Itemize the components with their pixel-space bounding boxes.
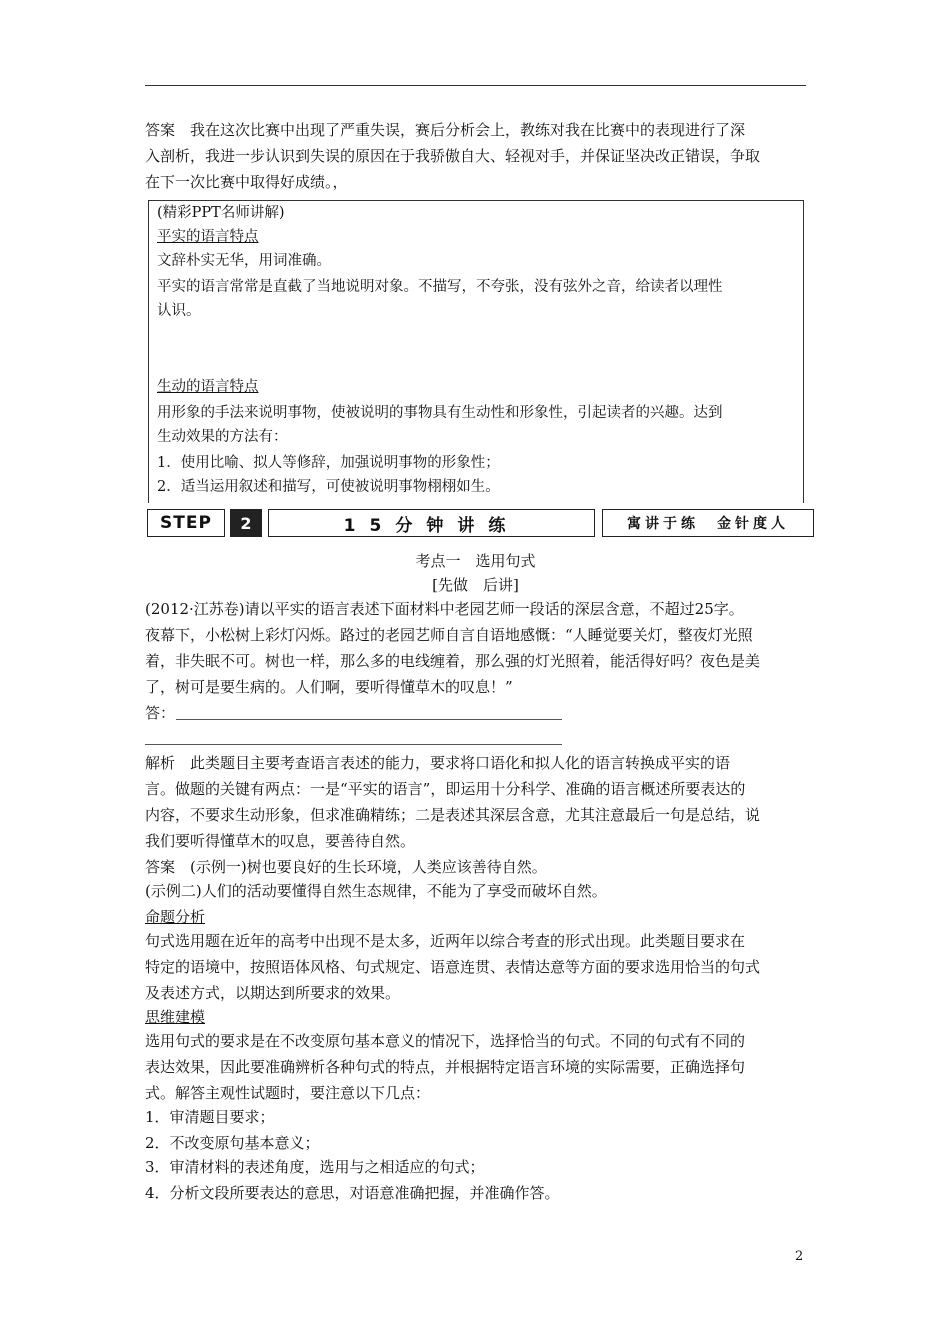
plain-line-3: 认识。 bbox=[157, 303, 201, 319]
thinking-line-5: 2．不改变原句基本意义； bbox=[145, 1134, 320, 1152]
answer-blank-line-2 bbox=[145, 744, 562, 745]
thinking-line-6: 3．审清材料的表述角度，选用与之相适应的句式； bbox=[145, 1158, 485, 1176]
proposition-line-3: 及表述方式，以期达到所要求的效果。 bbox=[145, 984, 401, 1002]
answer-blank-line-1 bbox=[176, 719, 562, 720]
question-line-2: 夜幕下，小松树上彩灯闪烁。路过的老园艺师自言自语地感慨：“人睡觉要关灯，整夜灯光照 bbox=[145, 626, 753, 644]
step-title: 15分钟讲练 bbox=[268, 509, 595, 537]
analysis-line-4: 我们要听得懂草木的叹息，要善待自然。 bbox=[145, 832, 416, 850]
vivid-line-1: 用形象的手法来说明事物，使被说明的事物具有生动性和形象性，引起读者的兴趣。达到 bbox=[157, 405, 723, 421]
analysis-line-1: 解析 此类题目主要考查语言表述的能力，要求将口语化和拟人化的语言转换成平实的语 bbox=[145, 754, 731, 772]
plain-language-title: 平实的语言特点 bbox=[157, 229, 259, 245]
thinking-line-3: 式。解答主观性试题时，要注意以下几点： bbox=[145, 1084, 431, 1102]
vivid-line-3: 1．使用比喻、拟人等修辞，加强说明事物的形象性； bbox=[157, 455, 500, 471]
step-banner bbox=[147, 509, 814, 539]
thinking-line-1: 选用句式的要求是在不改变原句基本意义的情况下，选择恰当的句式。不同的句式有不同的 bbox=[145, 1032, 746, 1050]
thinking-line-2: 表达效果，因此要准确辨析各种句式的特点，并根据特定语言环境的实际需要，正确选择句 bbox=[145, 1058, 746, 1076]
page-number: 2 bbox=[795, 1249, 804, 1264]
analysis-answer-2: (示例二)人们的活动要懂得自然生态规律，不能为了享受而破坏自然。 bbox=[145, 882, 607, 900]
step-label: STEP bbox=[147, 509, 225, 537]
box-header: (精彩PPT名师讲解) bbox=[157, 205, 285, 221]
question-line-1: (2012·江苏卷)请以平实的语言表述下面材料中老园艺师一段话的深层含意，不超过25字。 bbox=[145, 600, 744, 618]
header-rule bbox=[145, 85, 806, 86]
proposition-line-1: 句式选用题在近年的高考中出现不是太多，近两年以综合考查的形式出现。此类题目要求在 bbox=[145, 932, 746, 950]
thinking-line-7: 4．分析文段所要表达的意思，对语意准确把握，并准确作答。 bbox=[145, 1184, 560, 1202]
plain-line-1: 文辞朴实无华，用词准确。 bbox=[157, 253, 331, 269]
section-subtitle: [先做 后讲] bbox=[432, 576, 519, 594]
vivid-line-2: 生动效果的方法有： bbox=[157, 429, 288, 445]
answer-top-line-2: 入剖析，我进一步认识到失误的原因在于我骄傲自大、轻视对手，并保证坚决改正错误，争取 bbox=[145, 147, 761, 165]
proposition-line-2: 特定的语境中，按照语体风格、句式规定、语意连贯、表情达意等方面的要求选用恰当的句式 bbox=[145, 958, 761, 976]
thinking-line-4: 1．审清题目要求； bbox=[145, 1108, 275, 1126]
section-title: 考点一 选用句式 bbox=[415, 552, 536, 570]
analysis-line-2: 言。做题的关键有两点：一是“平实的语言”，即运用十分科学、准确的语言概述所要表达的 bbox=[145, 780, 746, 798]
vivid-line-4: 2．适当运用叙述和描写，可使被说明事物栩栩如生。 bbox=[157, 479, 500, 495]
explanation-box bbox=[148, 200, 804, 503]
answer-top-line-3: 在下一次比赛中取得好成绩。， bbox=[145, 173, 348, 191]
question-line-3: 着，非失眠不可。树也一样，那么多的电线缠着，那么强的灯光照着，能活得好吗？夜色是美 bbox=[145, 652, 761, 670]
step-motto: 寓讲于练 金针度人 bbox=[602, 509, 814, 537]
step-number: 2 bbox=[230, 509, 262, 537]
analysis-line-3: 内容，不要求生动形象，但求准确精练；二是表述其深层含意，尤其注意最后一句是总结，说 bbox=[145, 806, 761, 824]
analysis-answer-1: 答案 (示例一)树也要良好的生长环境，人类应该善待自然。 bbox=[145, 858, 547, 876]
question-line-4: 了，树可是要生病的。人们啊，要听得懂草木的叹息！” bbox=[145, 678, 513, 696]
vivid-language-title: 生动的语言特点 bbox=[157, 379, 259, 395]
plain-line-2: 平实的语言常常是直截了当地说明对象。不描写，不夸张，没有弦外之音，给读者以理性 bbox=[157, 279, 723, 295]
answer-label: 答： bbox=[145, 704, 176, 722]
thinking-title: 思维建模 bbox=[145, 1008, 206, 1026]
proposition-title: 命题分析 bbox=[145, 908, 206, 926]
answer-top-line-1: 答案 我在这次比赛中出现了严重失误，赛后分析会上，教练对我在比赛中的表现进行了深 bbox=[145, 121, 746, 139]
